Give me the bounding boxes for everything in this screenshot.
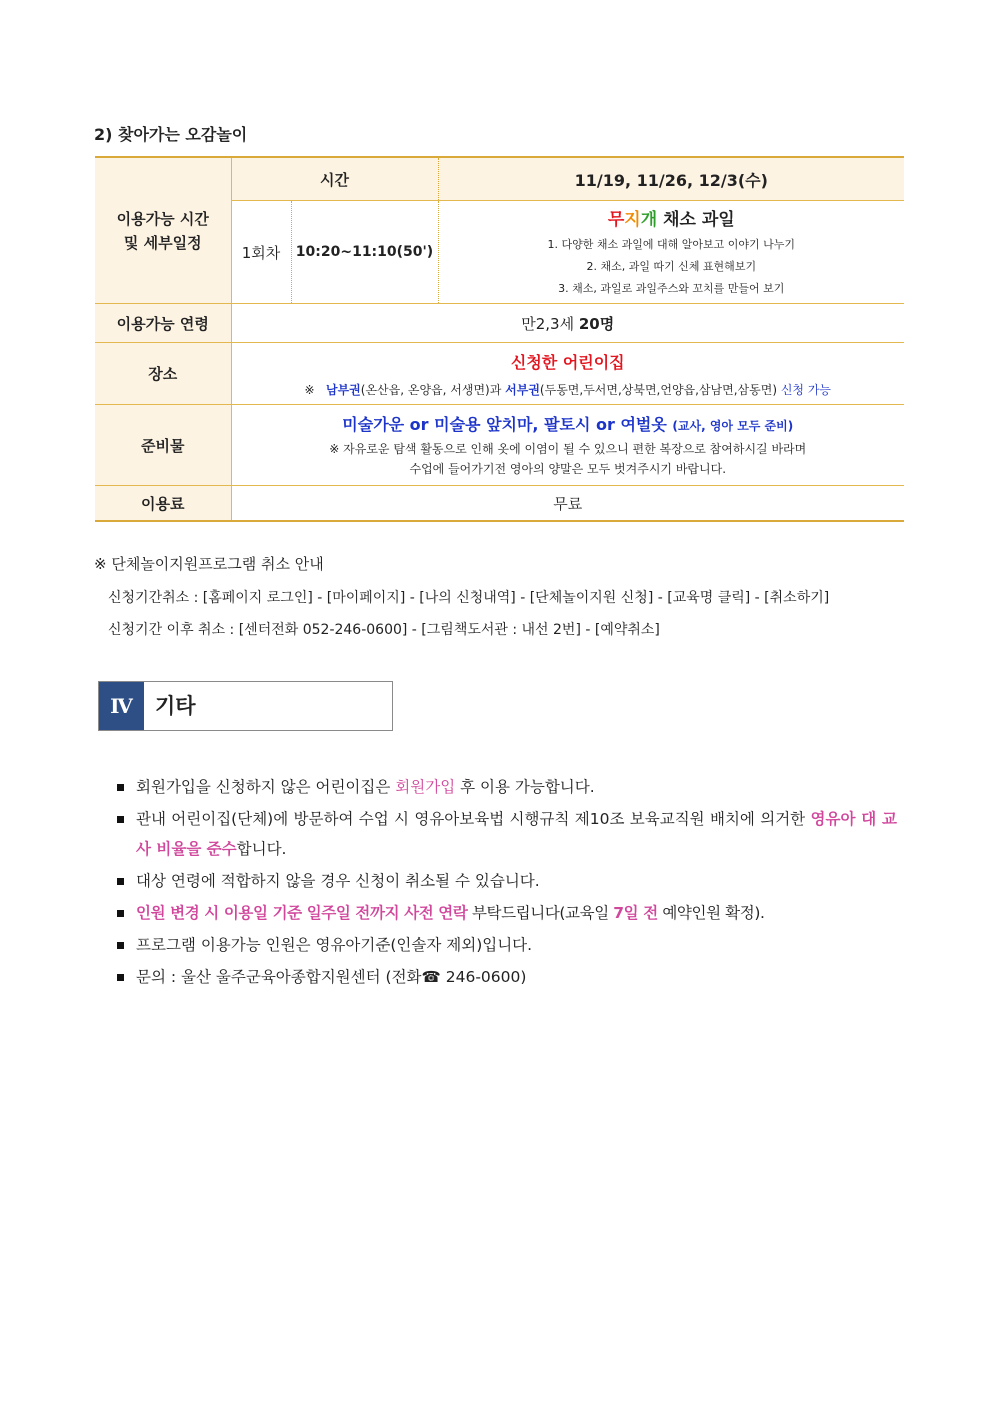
fee-value: 무료 [231,486,904,522]
place-south: 남부권 [325,382,361,397]
program-title-char: 지 [624,209,641,230]
age-value [231,304,904,343]
note-text: 후 이용 가능합니다. [455,778,595,796]
dates-header: 11/19, 11/26, 12/3(수) [438,157,904,201]
age-range: 만2,3세 [521,314,575,333]
time-header: 시간 [231,157,438,201]
program-title-char: 개 [640,209,658,230]
prep-sub: (교사, 영아 모두 준비) [672,418,794,433]
place-south-detail: (온산읍, 온양읍, 서생면)과 [360,382,502,397]
note-text: 부탁드립니다(교육일 [467,904,614,922]
place-west: 서부권 [505,382,540,397]
note-text: 합니다. [236,840,287,858]
place-value [231,343,904,405]
list-item [112,898,897,928]
place-label: 장소 [95,343,231,405]
schedule-table [95,156,904,522]
schedule-label: 이용가능 시간 및 세부일정 [95,157,231,304]
place-note [232,381,905,398]
section-number: Ⅳ [99,682,144,730]
cancel-title: ※ 단체놀이지원프로그램 취소 안내 [94,555,324,573]
prep-main [232,412,905,435]
list-item [112,772,897,802]
note-text: 문의 : 울산 울주군육아종합지원센터 (전화☎ 246-0600) [136,968,527,986]
program-item: 3. 채소, 과일로 과일주스와 꼬치를 만들어 보기 [558,281,785,295]
section-4-header [98,681,393,731]
note-text: 대상 연령에 적합하지 않을 경우 신청이 취소될 수 있습니다. [136,872,540,890]
place-west-detail: (두동면,두서면,상북면,언양읍,삼남면,삼동면) [539,382,778,397]
fee-label: 이용료 [95,486,231,522]
prep-value [231,405,904,486]
note-text: 회원가입을 신청하지 않은 어린이집은 [136,778,396,796]
age-count: 20명 [578,314,615,333]
program-title-rest: 채소 과일 [657,209,735,230]
list-item [112,804,897,864]
section-label: 기타 [155,694,196,718]
program-item: 2. 채소, 과일 따기 신체 표현해보기 [586,259,757,273]
program-title-char: 무 [607,209,625,230]
note-highlight: 회원가입 [395,778,456,796]
cancel-line-1: 신청기간취소 : [홈페이지 로그인] - [마이페이지] - [나의 신청내역] - [단체놀이지원 신청] - [교육명 클릭] - [취소하기] [108,590,830,606]
note-text: 예약인원 확정). [657,904,765,922]
program-title [439,205,905,230]
note-highlight: 영유아 대 교사 비율을 준수 [136,810,897,858]
program-content [438,201,904,304]
note-text: 관내 어린이집(단체)에 방문하여 수업 시 영유아보육법 시행규칙 제10조 보육교직원 배치에 의거한 [136,810,811,828]
note-mark: ※ [304,382,315,397]
program-item: 1. 다양한 채소 과일에 대해 알아보고 이야기 나누기 [547,237,796,251]
section-heading: 2) 찾아가는 오감놀이 [94,125,248,144]
notes-list [112,772,897,994]
session-time: 10:20~11:10(50') [291,201,438,304]
place-apply: 신청 가능 [780,382,832,397]
list-item [112,930,897,960]
note-highlight: 인원 변경 시 이용일 기준 일주일 전까지 사전 연락 [136,904,468,922]
cancel-info [94,553,830,638]
note-text: 프로그램 이용가능 인원은 영유아기준(인솔자 제외)입니다. [136,936,533,954]
prep-label: 준비물 [95,405,231,486]
prep-items: 미술가운 or 미술용 앞치마, 팔토시 or 여벌옷 [342,414,667,434]
prep-note: 수업에 들어가기전 영아의 양말은 모두 벗겨주시기 바랍니다. [409,461,727,476]
list-item [112,866,897,896]
age-label: 이용가능 연령 [95,304,231,343]
session-number: 1회차 [231,201,291,304]
cancel-line-2: 신청기간 이후 취소 : [센터전화 052-246-0600] - [그림책도서관 : 내선 2번] - [예약취소] [108,622,660,638]
list-item [112,962,897,992]
place-main: 신청한 어린이집 [510,352,625,372]
note-highlight: 7일 전 [613,904,658,922]
prep-note: ※ 자유로운 탐색 활동으로 인해 옷에 이염이 될 수 있으니 편한 복장으로 참여하시길 바라며 [329,441,807,456]
